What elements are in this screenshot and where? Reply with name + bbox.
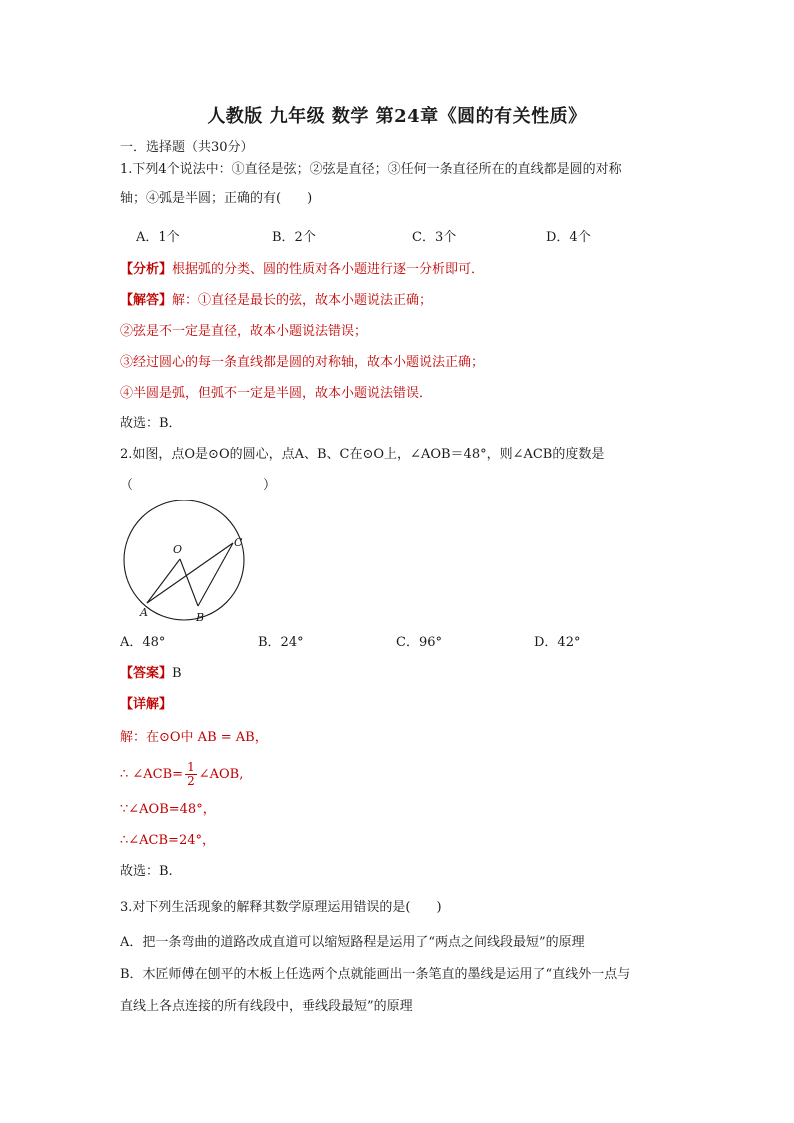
segment-oa	[147, 559, 180, 603]
q2-final: 故选：B.	[120, 864, 173, 879]
q3-stem: 3.对下列生活现象的解释其数学原理运用错误的是( )	[120, 900, 442, 915]
q1-option-d: D．4个	[546, 230, 591, 245]
q2-sol-line2	[120, 760, 243, 790]
segment-ac	[147, 543, 233, 603]
q3-option-b-line2: 直线上各点连接的所有线段中，垂线段最短”的原理	[120, 999, 413, 1014]
fraction-numerator: 1	[187, 760, 195, 774]
q1-analysis	[120, 261, 484, 279]
q2-option-b: B．24°	[258, 635, 304, 650]
label-a: A	[140, 606, 148, 619]
q2-sol-line4: ∴∠ACB=24°，	[120, 833, 215, 848]
answer-tag: 【答案】	[120, 666, 173, 681]
sol2-suffix: ∠AOB,	[198, 767, 244, 782]
q2-sol-line1: 解：在⊙O中 AB = AB，	[120, 730, 268, 745]
sol2-prefix: ∴ ∠ACB=	[120, 767, 184, 782]
circle-figure	[118, 500, 268, 630]
page-title: 人教版 九年级 数学 第24章《圆的有关性质》	[207, 106, 587, 127]
fraction-denominator: 2	[187, 774, 195, 788]
segment-bc	[198, 543, 233, 606]
q2-option-c: C．96°	[396, 635, 442, 650]
q3-option-a: A．把一条弯曲的道路改成直道可以缩短路程是运用了“两点之间线段最短”的原理	[120, 935, 585, 950]
solution-tag: 【解答】	[120, 293, 173, 308]
q2-detail	[120, 696, 172, 714]
q1-option-a: A．1个	[136, 230, 180, 245]
q1-step-4: ④半圆是弧，但弧不一定是半圆，故本小题说法错误．	[120, 386, 433, 401]
q1-solution	[120, 292, 432, 310]
q3-option-b-line1: B．木匠师傅在刨平的木板上任选两个点就能画出一条笔直的墨线是运用了“直线外一点与	[120, 967, 631, 982]
q1-answer: 故选：B．	[120, 416, 182, 431]
analysis-tag: 【分析】	[120, 262, 173, 277]
q1-step-3: ③经过圆心的每一条直线都是圆的对称轴，故本小题说法正确；	[120, 355, 485, 370]
q1-option-b: B．2个	[272, 230, 316, 245]
solution-text: 解：①直径是最长的弦，故本小题说法正确；	[172, 293, 433, 308]
q1-stem-line2: 轴；④弧是半圆；正确的有( )	[120, 191, 313, 206]
q2-option-a: A．48°	[120, 635, 166, 650]
segment-ob	[180, 559, 198, 606]
q2-answer	[120, 665, 182, 683]
label-o: O	[173, 543, 183, 556]
q1-stem-line1: 1.下列4个说法中：①直径是弦；②弦是直径；③任何一条直径所在的直线都是圆的对称	[120, 162, 622, 177]
q1-step-2: ②弦是不一定是直径，故本小题说法错误；	[120, 324, 368, 339]
answer-value: B	[172, 666, 182, 681]
fraction-half	[185, 761, 197, 788]
detail-tag: 【详解】	[120, 697, 173, 712]
label-c: C	[234, 536, 243, 549]
q2-stem-line2: （ ）	[120, 478, 277, 493]
analysis-text: 根据弧的分类、圆的性质对各小题进行逐一分析即可．	[172, 262, 485, 277]
q2-option-d: D．42°	[534, 635, 581, 650]
section-heading: 一．选择题（共30分）	[120, 140, 254, 155]
label-b: B	[196, 611, 205, 624]
q2-stem-line1: 2.如图，点O是⊙O的圆心，点A、B、C在⊙O上，∠AOB＝48°，则∠ACB的度数是	[120, 447, 605, 462]
q1-option-c: C．3个	[412, 230, 457, 245]
q2-sol-line3: ∵∠AOB=48°，	[120, 802, 216, 817]
circle-o	[124, 500, 244, 620]
